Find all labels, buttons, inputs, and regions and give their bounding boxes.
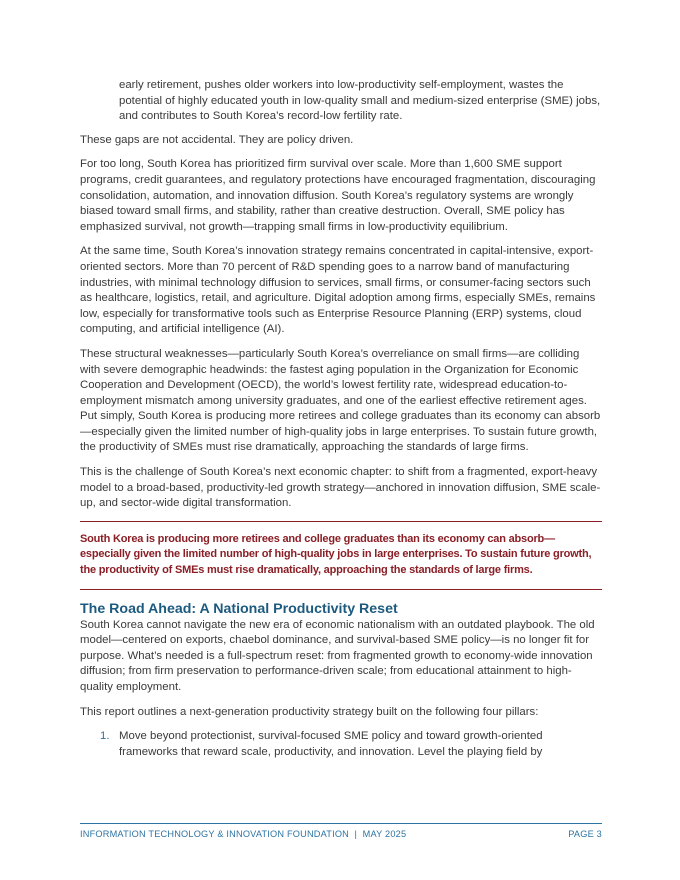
pull-quote-text: South Korea is producing more retirees and college graduates than its economy can absorb—especially given the limited number of high-quality jobs in large enterprises. To sustain future growth, the productivity of SMEs must rise dramatically, approaching the standards of large firms.	[80, 532, 592, 577]
list-item-text: Move beyond protectionist, survival-focused SME policy and toward growth-oriented frameworks that reward scale, productivity, and innovation. Level the playing field by	[119, 730, 543, 758]
paragraph: These gaps are not accidental. They are policy driven.	[80, 133, 354, 146]
paragraph: This report outlines a next-generation productivity strategy built on the following four pillars:	[80, 705, 539, 718]
paragraph: South Korea cannot navigate the new era of economic nationalism with an outdated playbook. The old model—centered on exports, chaebol dominance, and survival-based SME policy—is no longer fit for purpose. What’s needed is a full-spectrum reset: from fragmented growth to economy-wide innovation diffusion; from firm preservation to performance-driven scale; from educational attainment to high-quality employment.	[80, 618, 595, 693]
paragraph: This is the challenge of South Korea’s next economic chapter: to shift from a fragmented, export-heavy model to a broad-based, productivity-led growth strategy—anchored in innovation diffusion, SME scale-up, and sector-wide digital transformation.	[80, 466, 601, 510]
pull-quote	[80, 521, 602, 590]
paragraph: For too long, South Korea has prioritized firm survival over scale. More than 1,600 SME support programs, credit guarantees, and regulatory protections have encouraged fragmentation, discouraging consolidation, automation, and innovation diffusion. South Korea’s regulatory systems are wrongly biased toward small firms, and stability, rather than creative destruction. Overall, SME policy has emphasized survival, not growth—trapping small firms in low-productivity equilibrium.	[80, 158, 596, 233]
list-item	[80, 729, 602, 760]
paragraph: At the same time, South Korea’s innovation strategy remains concentrated in capital-intensive, export-oriented sectors. More than 70 percent of R&D spending goes to a narrow band of manufacturing industries, with minimal technology diffusion to services, small firms, or consumer-facing sectors such as healthcare, logistics, retail, and agriculture. Digital adoption among firms, especially SMEs, remains low, especially for transformative tools such as Enterprise Resource Planning (ERP) systems, cloud computing, and artificial intelligence (AI).	[80, 245, 596, 336]
section-heading: The Road Ahead: A National Productivity Reset	[80, 600, 398, 617]
pillars-list	[80, 729, 602, 760]
footer-publisher: INFORMATION TECHNOLOGY & INNOVATION FOUNDATION | MAY 2025	[80, 829, 407, 839]
page-footer	[80, 823, 602, 839]
continued-quote-paragraph: early retirement, pushes older workers into low-productivity self-employment, wastes the potential of highly educated youth in low-quality small and medium-sized enterprise (SME) jobs, and contributes to South Korea’s record-low fertility rate.	[119, 79, 601, 123]
list-number: 1.	[100, 730, 110, 743]
page-body	[80, 78, 602, 760]
page-number: PAGE 3	[568, 829, 602, 839]
paragraph: These structural weaknesses—particularly South Korea’s overreliance on small firms—are colliding with severe demographic headwinds: the fastest aging population in the Organization for Economic Cooperation and Development (OECD), the world’s lowest fertility rate, widespread education-to-employment mismatch among university graduates, and one of the earliest effective retirement ages. Put simply, South Korea is producing more retirees and college graduates than its economy can absorb—especially given the limited number of high-quality jobs in large enterprises. To sustain future growth, the productivity of SMEs must rise dramatically, approaching the standards of large firms.	[80, 347, 601, 454]
